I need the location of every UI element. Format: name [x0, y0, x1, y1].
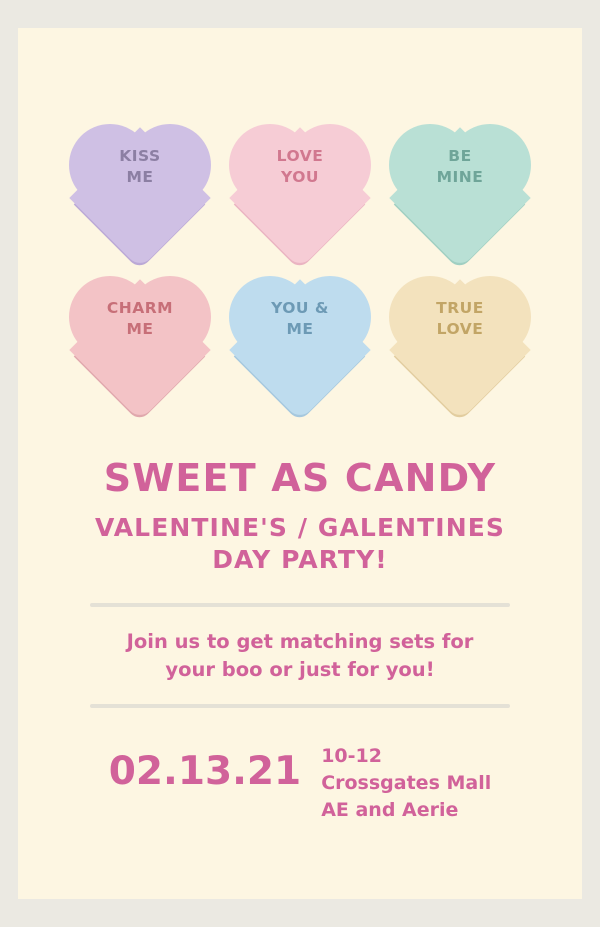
candy-heart-label-line1: KISS: [119, 147, 161, 165]
page-title: SWEET AS CANDY: [103, 456, 497, 500]
event-time: 10-12: [321, 745, 382, 767]
candy-heart-label: [229, 146, 371, 188]
event-venue: [321, 738, 491, 824]
tagline-line2: your boo or just for you!: [165, 657, 435, 681]
poster-canvas: [18, 28, 582, 899]
page-subtitle: [18, 512, 582, 576]
candy-heart-love-you: [229, 116, 371, 256]
candy-heart-true-love: [389, 268, 531, 408]
divider-top: [90, 603, 510, 607]
candy-heart-label: [229, 298, 371, 340]
candy-heart-label: [389, 146, 531, 188]
candy-heart-label: [69, 298, 211, 340]
event-store: AE and Aerie: [321, 798, 459, 821]
candy-hearts-grid: [18, 116, 582, 408]
candy-heart-kiss-me: [69, 116, 211, 256]
candy-heart-label-line2: LOVE: [436, 319, 484, 338]
candy-heart-label-line2: YOU: [281, 167, 319, 186]
page-subtitle-line2: DAY PARTY!: [212, 544, 388, 574]
candy-heart-label-line2: ME: [126, 319, 154, 338]
candy-heart-label: [389, 298, 531, 340]
candy-heart-label-line1: CHARM: [106, 299, 174, 317]
candy-heart-you-and-me: [229, 268, 371, 408]
divider-bottom: [90, 704, 510, 708]
page-subtitle-line1: VALENTINE'S / GALENTINES: [94, 512, 506, 542]
candy-heart-label-line2: ME: [126, 167, 154, 186]
tagline: [18, 628, 582, 683]
event-date: 02.13.21: [108, 749, 302, 794]
candy-heart-charm-me: [69, 268, 211, 408]
title-block: [18, 458, 582, 576]
candy-heart-label-line1: BE: [448, 147, 472, 165]
candy-heart-label-line2: ME: [286, 319, 314, 338]
candy-heart-label-line2: MINE: [436, 167, 484, 186]
event-location: Crossgates Mall: [321, 771, 492, 794]
candy-heart-be-mine: [389, 116, 531, 256]
candy-heart-label-line1: TRUE: [436, 299, 484, 317]
event-details: [18, 738, 582, 824]
candy-heart-label-line1: LOVE: [276, 147, 324, 165]
candy-heart-label-line1: YOU &: [271, 299, 329, 317]
candy-heart-label: [69, 146, 211, 188]
tagline-line1: Join us to get matching sets for: [126, 630, 474, 653]
